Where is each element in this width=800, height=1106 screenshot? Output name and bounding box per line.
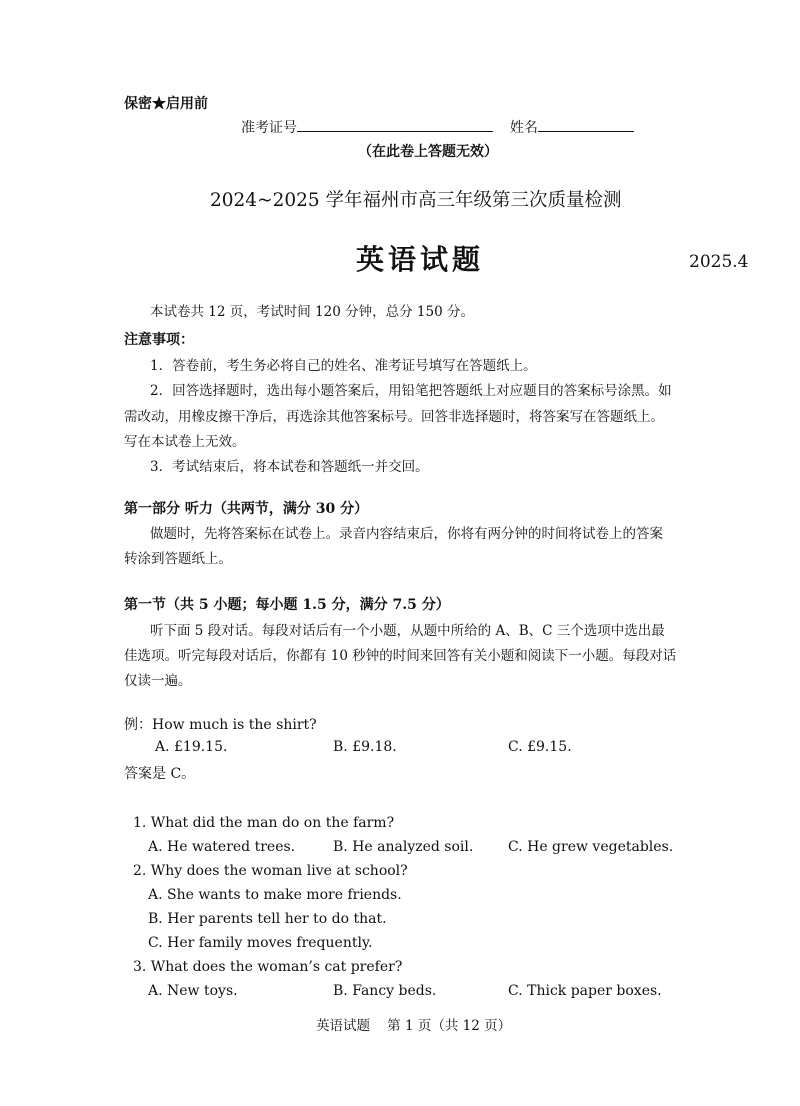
part1-desc-line-2: 转涂到答题纸上。: [124, 551, 232, 567]
note-item-3: 3．考试结束后，将本试卷和答题纸一并交回。: [150, 459, 429, 475]
invalid-answer-note: （在此卷上答题无效）: [358, 144, 498, 160]
question-2-option-c: C. Her family moves frequently.: [148, 935, 373, 951]
notes-heading: 注意事项：: [124, 332, 194, 348]
note-item-2-line-3: 写在本试卷上无效。: [124, 434, 246, 450]
page-footer: 英语试题 第 1 页（共 12 页）: [316, 1018, 512, 1034]
question-3: 3. What does the woman’s cat prefer?: [133, 959, 403, 975]
question-1-option-c: C. He grew vegetables.: [508, 839, 674, 855]
note-item-1: 1．答卷前，考生务必将自己的姓名、准考证号填写在答题纸上。: [150, 358, 537, 374]
example-option-c: C. £9.15.: [508, 739, 572, 755]
question-1-option-a: A. He watered trees.: [148, 839, 296, 855]
exam-intro: 本试卷共 12 页，考试时间 120 分钟，总分 150 分。: [150, 304, 474, 320]
question-3-option-a: A. New toys.: [148, 983, 238, 999]
confidential-label: 保密★启用前: [124, 96, 208, 112]
question-2: 2. Why does the woman live at school?: [133, 863, 408, 879]
exam-date: 2025.4: [689, 252, 749, 272]
example-question: 例：How much is the shirt?: [124, 717, 317, 733]
question-2-option-a: A. She wants to make more friends.: [148, 887, 402, 903]
subject-title: 英语试题: [356, 243, 485, 276]
exam-title: 2024~2025 学年福州市高三年级第三次质量检测: [210, 190, 622, 211]
part1-heading: 第一部分 听力（共两节，满分 30 分）: [124, 501, 369, 517]
question-3-option-b: B. Fancy beds.: [333, 983, 437, 999]
ticket-number-label: 准考证号: [241, 120, 297, 136]
question-2-option-b: B. Her parents tell her to do that.: [148, 911, 387, 927]
example-option-b: B. £9.18.: [333, 739, 397, 755]
note-item-2-line-2: 需改动，用橡皮擦干净后，再选涂其他答案标号。回答非选择题时，将答案写在答题纸上。: [124, 409, 664, 425]
question-3-option-c: C. Thick paper boxes.: [508, 983, 662, 999]
section1-desc-line-2: 佳选项。听完每段对话后，你都有 10 秒钟的时间来回答有关小题和阅读下一小题。每段对话: [124, 648, 677, 664]
ticket-number-blank: [297, 117, 493, 132]
name-blank: [538, 117, 634, 132]
note-item-2-line-1: 2．回答选择题时，选出每小题答案后，用铅笔把答题纸上对应题目的答案标号涂黑。如: [150, 383, 672, 399]
ticket-number-row: [241, 117, 634, 137]
section1-desc-line-1: 听下面 5 段对话。每段对话后有一个小题，从题中所给的 A、B、C 三个选项中选出最: [150, 623, 665, 639]
part1-desc-line-1: 做题时，先将答案标在试卷上。录音内容结束后，你将有两分钟的时间将试卷上的答案: [150, 526, 663, 542]
section1-heading-text: 第一节（共 5 小题；每小题 1.5 分，满分 7.5 分）: [124, 597, 450, 613]
section1-desc-line-3: 仅读一遍。: [124, 673, 192, 689]
section1-heading: [124, 594, 450, 614]
question-1-option-b: B. He analyzed soil.: [333, 839, 474, 855]
example-option-a: A. £19.15.: [155, 739, 228, 755]
example-answer: 答案是 C。: [124, 766, 196, 782]
question-1: 1. What did the man do on the farm?: [133, 815, 395, 831]
name-label: 姓名: [509, 120, 538, 136]
